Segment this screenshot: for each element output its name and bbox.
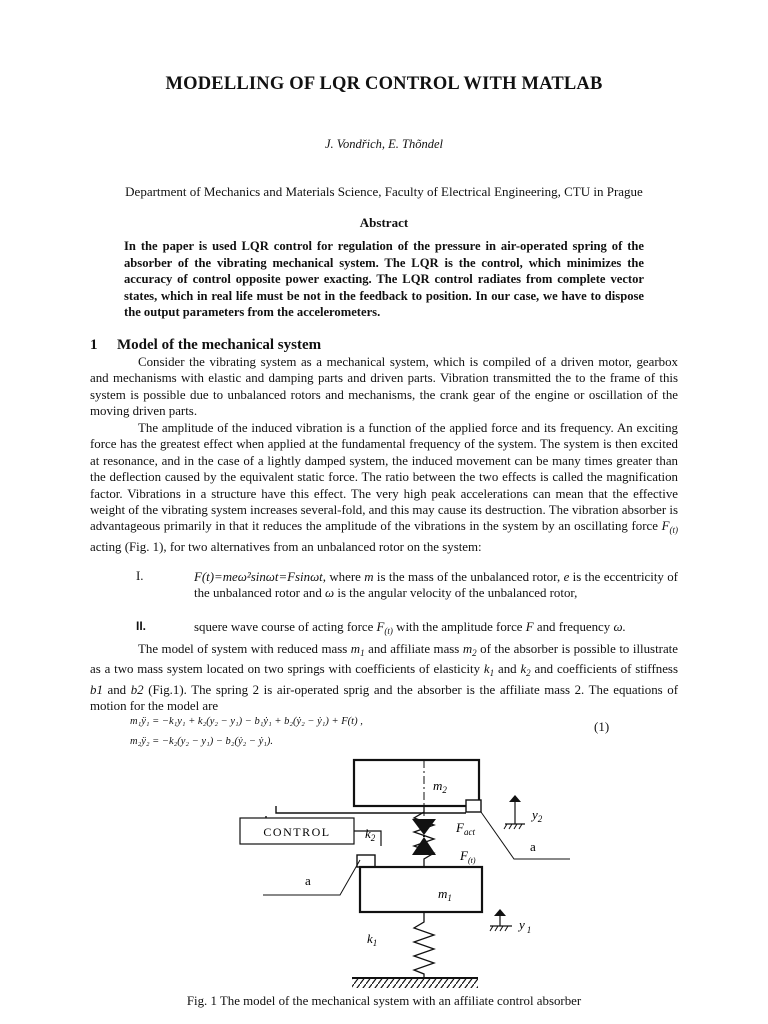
body-paragraph-1 (90, 354, 678, 420)
authors: J. Vondřich, E. Thõndel (324, 137, 444, 151)
label-k2: k (365, 826, 371, 841)
symbol-k2: k (520, 662, 527, 677)
paragraph-text-part: acting (Fig. 1), for two alternatives from an unbalanced rotor on the system: (90, 539, 482, 554)
symbol-omega: ω. (613, 620, 626, 634)
svg-text:Fact (455, 820, 475, 837)
symbol-omega: ω (325, 586, 335, 601)
subscript: 1 (360, 648, 365, 658)
force-subscript: (t) (669, 525, 678, 536)
list-item-1-label: I. (136, 569, 144, 583)
label-ft-sub: (t) (467, 856, 476, 865)
section-title: Model of the mechanical system (117, 337, 322, 353)
list-item-1 (194, 569, 678, 602)
symbol-k1: k (483, 662, 490, 677)
svg-text:m2 (433, 778, 447, 795)
abstract-heading: Abstract (359, 215, 409, 230)
paragraph-text-part: and (497, 662, 517, 677)
label-y1: y (519, 917, 525, 932)
svg-text:F(t) (459, 848, 476, 865)
list-text: and frequency (536, 620, 611, 634)
svg-text:m1 (438, 886, 452, 903)
equation-number: (1) (594, 719, 610, 734)
body-paragraph-3 (90, 641, 678, 715)
symbol-F: F (525, 620, 534, 634)
list-text: is the angular velocity of the unbalanced rotor, (337, 586, 578, 601)
section-number: 1 (90, 337, 98, 353)
abstract-text: In the paper is used LQR control for regulation of the pressure in air-operated spring of the absorber of the vibrating mechanical system. The LQR is the control, which minimizes the accuracy of control opposite power exacting. The LQR control radiates from complete vector states, which in real life must be not in the feedback to position. In our case, we have to dispose the output parameters from the accelerometers. (124, 239, 644, 320)
svg-text:k1 (367, 931, 377, 948)
symbol-b1: b1 (90, 682, 103, 697)
svg-text:y2 (530, 807, 543, 824)
label-a-left: a (305, 873, 311, 888)
label-m2: m (433, 778, 443, 793)
paragraph-text-part: and coefficients of stiffness (534, 662, 678, 677)
symbol-b2: b2 (130, 682, 144, 697)
symbol-m1: m (350, 642, 361, 656)
list-text: is the mass of the unbalanced rotor, (376, 570, 561, 584)
label-fact: F (456, 820, 464, 835)
force-symbol: F (661, 519, 670, 534)
list-text: with the amplitude force (396, 620, 523, 634)
label-m2-sub: 2 (442, 785, 447, 795)
list-text: where (329, 570, 361, 584)
symbol-m: m (364, 570, 374, 584)
paragraph-text (90, 420, 678, 555)
paragraph-text-part: of the absorber is possible to illustrate as a two mass system located on two springs with coefficients of elasticity (90, 642, 678, 677)
svg-text:y1 (517, 917, 531, 935)
svg-text:k2 (365, 826, 376, 843)
leader-a-right (481, 812, 570, 859)
label-m1-sub: 1 (447, 893, 452, 903)
ground-hatch (352, 978, 478, 988)
label-k1-sub: 1 (372, 938, 378, 948)
list-item-2-label: II. (136, 619, 147, 633)
symbol-m2: m (462, 642, 473, 656)
label-y2-sub: 2 (537, 814, 543, 824)
label-y1-sub: 1 (526, 925, 532, 935)
list-item-2 (194, 619, 678, 639)
paragraph-text-part: The model of system with reduced mass (138, 642, 348, 656)
leader-a-left (263, 860, 360, 895)
mass-2-block (354, 760, 479, 806)
paragraph-text (90, 641, 678, 715)
list-text: squere wave course of acting force (194, 620, 374, 634)
figure-caption: Fig. 1 The model of the mechanical system with an affiliate control absorber (186, 994, 582, 1008)
label-m1: m (438, 886, 448, 901)
label-k1: k (367, 931, 373, 946)
subscript: 1 (489, 668, 495, 679)
equation-line-2: m₂ÿ₂ = −k₂(y₂ − y₁) − b₂(ẏ₂ − ẏ₁). (130, 736, 274, 747)
formula: F(t)=meω²sinωt=Fsinωt, (194, 570, 326, 584)
paragraph-text: Consider the vibrating system as a mechanical system, which is compiled of a driven motor, gearbox and mechanisms with elastic and damping parts and driven parts. Vibration transmitted the to the frame of this system is possible due to unbalanced rotors and mechanisms, the crank gear of the engine or oscillation of the moving driven parts. (90, 355, 678, 419)
control-label: CONTROL (263, 825, 331, 839)
symbol-e: e (563, 570, 570, 584)
equation-line-1: m₁ÿ₁ = −k₁y₁ + k₂(y₂ − y₁) − b₁ẏ₁ + b₂(ẏ₂ − ẏ₁) + F(t) , (130, 716, 363, 727)
paragraph-text-part: The amplitude of the induced vibration is a function of the applied force and its frequency. An exciting force has the greatest effect when applied at the fundamental frequency of the system. The system is then excited at resonance, and in the case of a lightly damped system, the induced movement can be many times greater than the deflection caused by the equivalent static force. The ratio between the two effects is called the magnification factor. Vibrations in a structure have this effect. The very high peak accelerations can mean that the effective weight of the vibrating system increases several-fold, and this may cause its destruction. The vibration absorber is advantageous primarily in that it reduces the amplitude of the vibrations in the system by an oscillating force (90, 421, 678, 534)
label-ft: F (460, 848, 468, 863)
paper-title: MODELLING OF LQR CONTROL WITH MATLAB (165, 74, 603, 94)
label-fact-sub: act (463, 827, 475, 837)
label-a-right: a (530, 839, 536, 854)
list-text: is the eccentricity of the unbalanced rotor and (194, 570, 678, 601)
figure-mechanical-model (0, 752, 768, 992)
force-symbol: F (376, 620, 385, 634)
label-k2-sub: 2 (370, 833, 376, 843)
force-subscript: (t) (384, 626, 393, 636)
subscript: 2 (472, 648, 477, 658)
spring-k1 (414, 912, 434, 978)
subscript: 2 (526, 668, 531, 679)
affiliation: Department of Mechanics and Materials Science, Faculty of Electrical Engineering, CTU in Prague (125, 184, 643, 199)
sensor-a-top (466, 800, 481, 812)
label-y2: y (532, 807, 538, 822)
paragraph-text-part: (Fig.1). The spring 2 is air-operated sprig and the absorber is the affiliate mass 2. The equations of motion for the model are (90, 682, 678, 714)
body-paragraph-2 (90, 420, 678, 555)
section-heading (90, 337, 321, 354)
mass-1-block (360, 867, 482, 912)
paragraph-text-part: and affiliate mass (368, 642, 460, 656)
paragraph-text-part: and (107, 682, 127, 697)
